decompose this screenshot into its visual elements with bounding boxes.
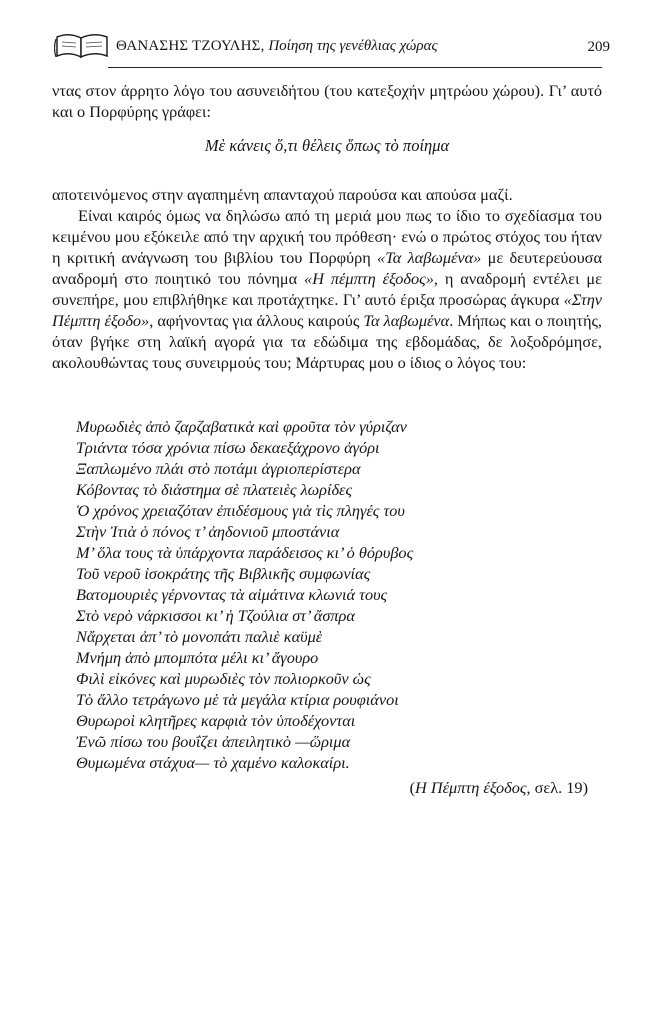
paragraph-text: , αφήνοντας για άλλους καιρούς xyxy=(149,311,360,330)
citation xyxy=(410,778,588,798)
book-reference: «Τα λαβωμένα» xyxy=(377,248,482,267)
poem-line: Ὁ χρόνος χρειαζόταν ἐπιδέσμους γιὰ τὶς πληγές του xyxy=(76,501,405,520)
poem-line: Βατομουριὲς γέρνοντας τὰ αἱμάτινα κλωνιά τους xyxy=(76,585,388,604)
poem-line: Μ’ ὅλα τους τὰ ὑπάρχοντα παράδεισος κι’ ὁ θόρυβος xyxy=(76,543,414,562)
poem-line: Ἐνῶ πίσω του βουΐζει ἀπειλητικὸ —ὥριμα xyxy=(76,732,351,751)
book-reference: «Η πέμπτη έξοδος» xyxy=(304,269,434,288)
book-title: Ποίηση της γενέθλιας χώρας xyxy=(268,38,438,54)
paragraph-main xyxy=(52,205,602,373)
book-reference: «Στην Πέμπτη έξοδο» xyxy=(52,290,602,330)
poem-line: Στὸ νερὸ νάρκισσοι κι’ ἡ Τζούλια στ’ ἄσπρα xyxy=(76,606,355,625)
book-reference: Τα λαβωμένα xyxy=(363,311,450,330)
paragraph-text: . Μήπως και ο ποιητής, όταν βγήκε στη λαϊκή αγορά για τα εδώδιμα της εβδομάδας, δε λοξοδρόμησε, ακολουθώντας τους συνειρμούς του; Μάρτυρας μου ο ίδιος ο λόγος του: xyxy=(52,311,603,372)
poem-line: Μυρωδιὲς ἀπὸ ζαρζαβατικὰ καὶ φροῦτα τὸν γύριζαν xyxy=(76,417,407,436)
poem-line: Φιλὶ εἰκόνες καὶ μυρωδιὲς τὸν πολιορκοῦν ὡς xyxy=(76,669,371,688)
paragraph-text: Είναι καιρός όμως να δηλώσω από τη μεριά μου πως το ίδιο το σχεδίασμα του κειμένου μου εξόκειλε από την αρχική του πρόθεση· ενώ ο πρώτος στόχος του ήταν η κριτική ανάγνωση του βιβλίου του Πορφύρη xyxy=(52,206,602,267)
page-number: 209 xyxy=(587,39,610,55)
citation-open: ( xyxy=(409,778,416,797)
poem-line: Νἄρχεται ἀπ’ τὸ μονοπάτι παλιὲ καϋμὲ xyxy=(76,627,323,646)
poem-line: Μνήμη ἀπὸ μπομπότα μέλι κι’ ἄγουρο xyxy=(76,648,319,667)
author-name: ΘΑΝΑΣΗΣ ΤΖΟΥΛΗΣ, xyxy=(116,38,265,54)
poem xyxy=(76,416,413,773)
poem-line: Τὸ ἄλλο τετράγωνο μὲ τὰ μεγάλα κτίρια ρουφιάνοι xyxy=(76,690,399,709)
quoted-verse: Μὲ κάνεις ὅ,τι θέλεις ὅπως τὸ ποίημα xyxy=(204,136,450,155)
poem-line: Θυμωμένα στάχυα— τὸ χαμένο καλοκαίρι. xyxy=(76,753,350,772)
intro-paragraph: ντας στον άρρητο λόγο του ασυνειδήτου (του κατεξοχήν μητρώου χώρου). Γι’ αυτό και ο Πορφύρης γράφει: xyxy=(52,81,602,121)
poem-line: Στὴν Ἰτιὰ ὁ πόνος τ’ ἀηδονιοῦ μποστάνια xyxy=(76,522,340,541)
running-head-text xyxy=(116,38,438,55)
poem-line: Ξαπλωμένο πλάι στὸ ποτάμι ἀγριοπερίστερα xyxy=(76,459,361,478)
poem-line: Τοῦ νεροῦ ἰσοκράτης τῆς Βιβλικῆς συμφωνίας xyxy=(76,564,371,583)
header-rule xyxy=(108,67,602,68)
paragraph-text: με δευτερεύουσα αναδρομή στο ποιητικό του πόνημα xyxy=(52,248,602,288)
paragraph-text: , η αναδρομή εντέλει με συνεπήρε, μου επιβλήθηκε και προτάχτηκε. Γι’ αυτό έριξα προσώρας άγκυρα xyxy=(52,269,602,309)
citation-title: Η Πέμπτη έξοδος xyxy=(415,778,527,797)
running-header xyxy=(52,26,610,64)
citation-page: , σελ. 19) xyxy=(526,778,588,797)
paragraph-continuation: αποτεινόμενος στην αγαπημένη απανταχού παρούσα και απούσα μαζί. xyxy=(52,185,513,204)
poem-line: Τριάντα τόσα χρόνια πίσω δεκαεξάχρονο ἀγόρι xyxy=(76,438,380,457)
open-book-icon xyxy=(54,30,110,60)
body-paragraph xyxy=(52,184,602,373)
poem-line: Κόβοντας τὸ διάστημα σὲ πλατειὲς λωρίδες xyxy=(76,480,353,499)
poem-line: Θυρωροὶ κλητῆρες καρφιὰ τὸν ὑποδέχονται xyxy=(76,711,356,730)
